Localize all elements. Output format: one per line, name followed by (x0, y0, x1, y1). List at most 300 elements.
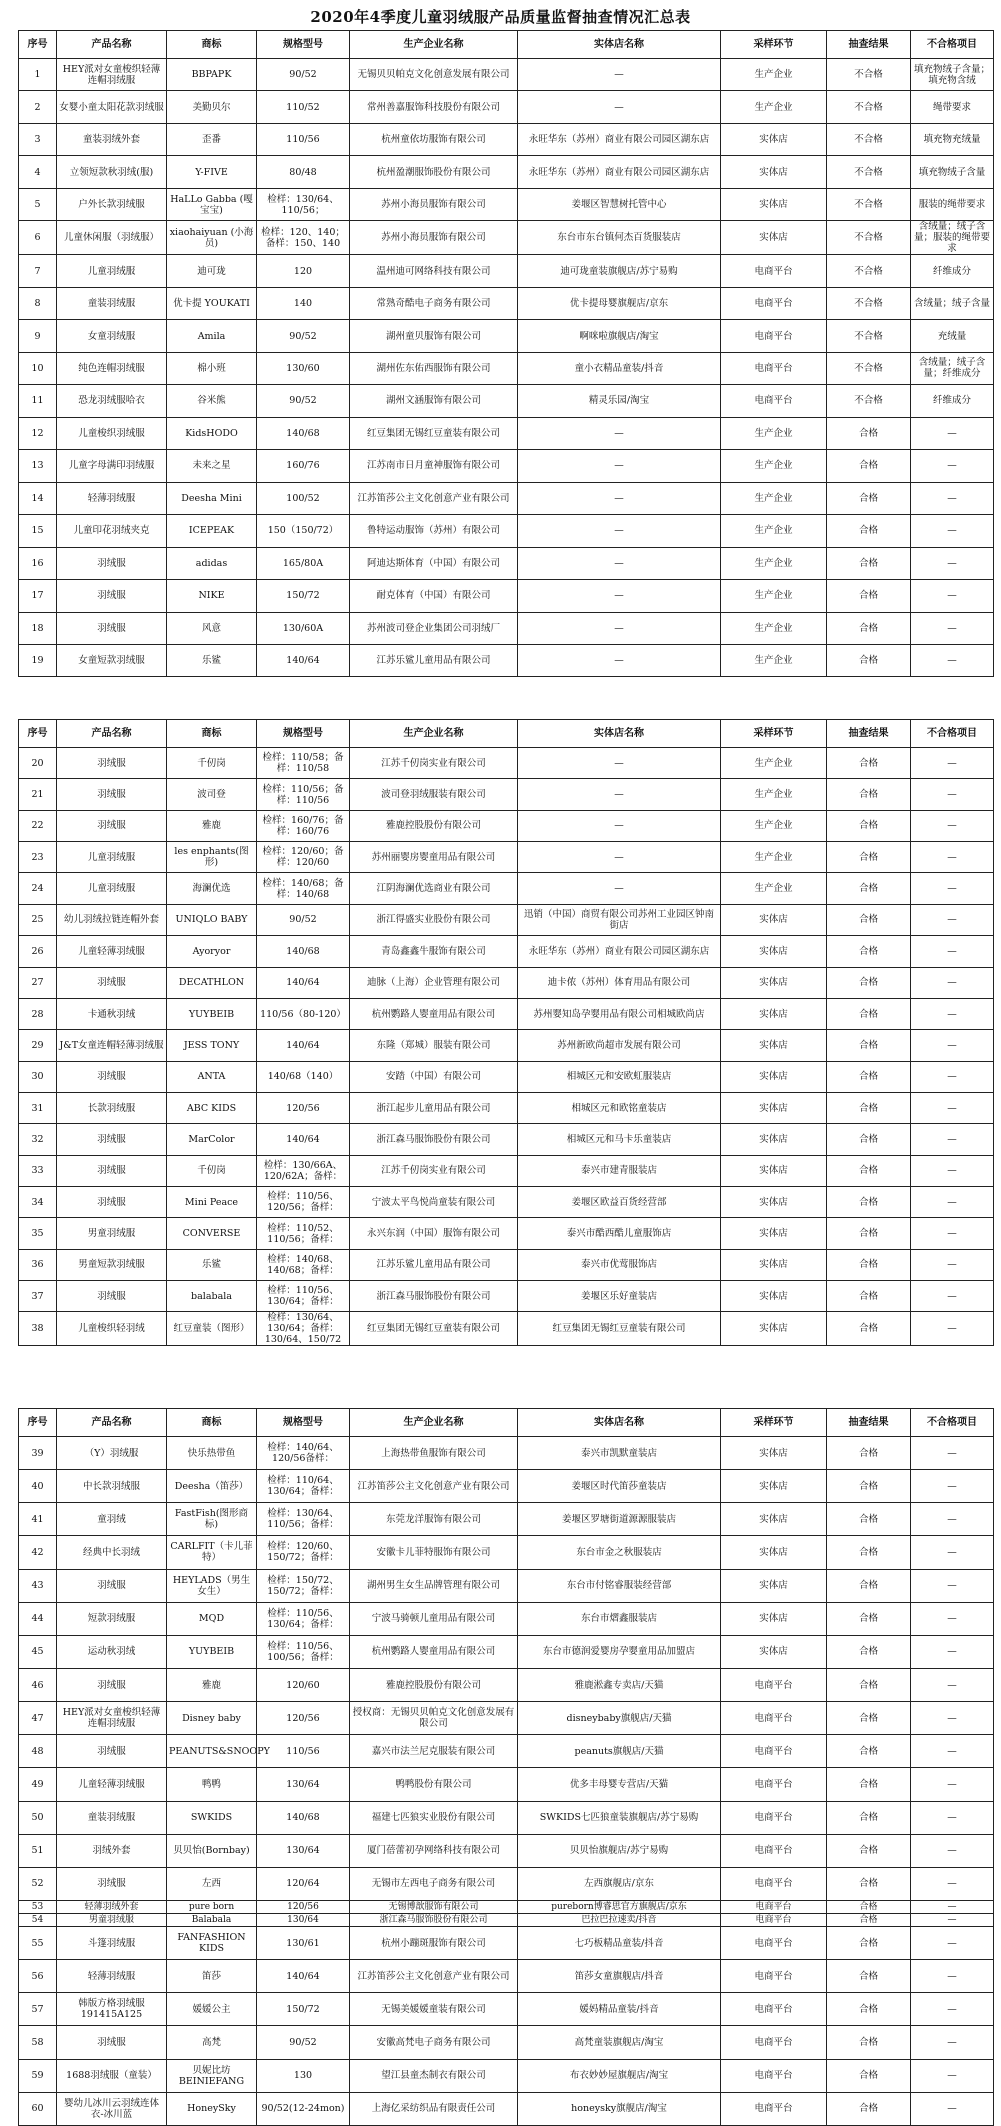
failed-items-cell: — (911, 417, 994, 449)
spec-cell: 检样：130/64、110/56； (257, 188, 350, 220)
product-name-cell: 儿童印花羽绒夹克 (57, 515, 167, 547)
manufacturer-cell: 安踏（中国）有限公司 (350, 1061, 518, 1092)
failed-items-cell: — (911, 1124, 994, 1155)
product-name-cell: 羽绒服 (57, 1668, 167, 1701)
brand-cell: YUYBEIB (167, 1635, 257, 1668)
brand-cell: 乐鲨 (167, 644, 257, 676)
table-row (19, 1569, 994, 1602)
sampling-stage-cell: 电商平台 (721, 352, 827, 384)
spec-cell: 140/64 (257, 1030, 350, 1061)
table-row (19, 188, 994, 220)
sampling-stage-cell: 生产企业 (721, 450, 827, 482)
serial-cell: 12 (19, 417, 57, 449)
manufacturer-cell: 授权商：无锡贝贝帕克文化创意发展有限公司 (350, 1702, 518, 1735)
brand-cell: 迪可珑 (167, 255, 257, 287)
result-cell: 不合格 (827, 59, 911, 91)
serial-cell: 33 (19, 1155, 57, 1186)
brand-cell: JESS TONY (167, 1030, 257, 1061)
product-name-cell: 男童羽绒服 (57, 1218, 167, 1249)
spec-cell: 150/72 (257, 1993, 350, 2026)
result-cell: 不合格 (827, 385, 911, 417)
table-row (19, 255, 994, 287)
result-cell: 合格 (827, 1801, 911, 1834)
brand-cell: HoneySky (167, 2092, 257, 2125)
column-header-manufacturer: 生产企业名称 (350, 1409, 518, 1437)
failed-items-cell: 含绒量；绒子含量；纤维成分 (911, 352, 994, 384)
sampling-stage-cell: 电商平台 (721, 1702, 827, 1735)
failed-items-cell: — (911, 1960, 994, 1993)
result-cell: 合格 (827, 1061, 911, 1092)
manufacturer-cell: 福建七匹狼实业股份有限公司 (350, 1801, 518, 1834)
serial-cell: 11 (19, 385, 57, 417)
column-header-brand: 商标 (167, 720, 257, 748)
serial-cell: 24 (19, 873, 57, 904)
store-cell: 东台市金之秋服装店 (518, 1536, 721, 1569)
sampling-stage-cell: 实体店 (721, 1030, 827, 1061)
product-name-cell: 羽绒服 (57, 748, 167, 779)
spec-cell: 120/56 (257, 1092, 350, 1123)
failed-items-cell: 含绒量；绒子含量；服装的绳带要求 (911, 221, 994, 255)
sampling-stage-cell: 生产企业 (721, 644, 827, 676)
result-cell: 合格 (827, 1735, 911, 1768)
sampling-stage-cell: 电商平台 (721, 255, 827, 287)
spec-cell: 110/56 (257, 1735, 350, 1768)
serial-cell: 32 (19, 1124, 57, 1155)
sampling-stage-cell: 电商平台 (721, 287, 827, 319)
spec-cell: 90/52 (257, 385, 350, 417)
table-row (19, 2059, 994, 2092)
result-cell: 合格 (827, 482, 911, 514)
column-header-spec: 规格型号 (257, 1409, 350, 1437)
serial-cell: 35 (19, 1218, 57, 1249)
result-cell: 合格 (827, 1867, 911, 1900)
product-name-cell: 女童短款羽绒服 (57, 644, 167, 676)
serial-cell: 39 (19, 1437, 57, 1470)
brand-cell: CONVERSE (167, 1218, 257, 1249)
store-cell: 迪卡侬（苏州）体育用品有限公司 (518, 967, 721, 998)
table-row (19, 417, 994, 449)
failed-items-cell: — (911, 1061, 994, 1092)
failed-items-cell: — (911, 967, 994, 998)
sampling-stage-cell: 电商平台 (721, 2059, 827, 2092)
product-name-cell: 羽绒服 (57, 810, 167, 841)
product-name-cell: 短款羽绒服 (57, 1602, 167, 1635)
result-cell: 不合格 (827, 91, 911, 123)
sampling-stage-cell: 电商平台 (721, 1926, 827, 1959)
manufacturer-cell: 江苏千仞岗实业有限公司 (350, 1155, 518, 1186)
manufacturer-cell: 雅鹿控股股份有限公司 (350, 1668, 518, 1701)
failed-items-cell: — (911, 1735, 994, 1768)
failed-items-cell: 填充物绒子含量；填充物含绒 (911, 59, 994, 91)
failed-items-cell: — (911, 1913, 994, 1926)
table-row (19, 1092, 994, 1123)
brand-cell: 媛媛公主 (167, 1993, 257, 2026)
spec-cell: 检样：110/56、100/56；备样： (257, 1635, 350, 1668)
product-name-cell: 男童短款羽绒服 (57, 1249, 167, 1280)
table-row (19, 547, 994, 579)
store-cell: 布衣妙妙屋旗舰店/淘宝 (518, 2059, 721, 2092)
brand-cell: DECATHLON (167, 967, 257, 998)
serial-cell: 17 (19, 580, 57, 612)
store-cell: — (518, 580, 721, 612)
sampling-stage-cell: 电商平台 (721, 1993, 827, 2026)
brand-cell: MarColor (167, 1124, 257, 1155)
column-header-product-name: 产品名称 (57, 720, 167, 748)
spec-cell: 90/52(12-24mon) (257, 2092, 350, 2125)
manufacturer-cell: 浙江起步儿童用品有限公司 (350, 1092, 518, 1123)
table-row (19, 810, 994, 841)
spec-cell: 150（150/72） (257, 515, 350, 547)
table-row (19, 1218, 994, 1249)
result-cell: 合格 (827, 1913, 911, 1926)
product-name-cell: 斗篷羽绒服 (57, 1926, 167, 1959)
result-cell: 合格 (827, 547, 911, 579)
product-name-cell: 羽绒服 (57, 1281, 167, 1312)
sampling-stage-cell: 生产企业 (721, 873, 827, 904)
product-name-cell: 童装羽绒服 (57, 1801, 167, 1834)
sampling-stage-cell: 电商平台 (721, 1834, 827, 1867)
serial-cell: 30 (19, 1061, 57, 1092)
failed-items-cell: — (911, 580, 994, 612)
store-cell: 泰兴市凯默童装店 (518, 1437, 721, 1470)
spec-cell: 140 (257, 287, 350, 319)
store-cell: 啊咪啦旗舰店/淘宝 (518, 320, 721, 352)
brand-cell: SWKIDS (167, 1801, 257, 1834)
manufacturer-cell: 无锡美媛媛童装有限公司 (350, 1993, 518, 2026)
brand-cell: 美勤贝尔 (167, 91, 257, 123)
serial-cell: 50 (19, 1801, 57, 1834)
spec-cell: 140/64 (257, 1960, 350, 1993)
table-row (19, 842, 994, 873)
store-cell: 泰兴市建青服装店 (518, 1155, 721, 1186)
spec-cell: 130/64 (257, 1768, 350, 1801)
store-cell: 永旺华东（苏州）商业有限公司园区湖东店 (518, 156, 721, 188)
brand-cell: PEANUTS&SNOOPY (167, 1735, 257, 1768)
result-cell: 合格 (827, 779, 911, 810)
table-row (19, 352, 994, 384)
table-row (19, 612, 994, 644)
store-cell: 姜堰区罗塘街道源源服装店 (518, 1503, 721, 1536)
sampling-stage-cell: 生产企业 (721, 748, 827, 779)
sampling-stage-cell: 实体店 (721, 1470, 827, 1503)
failed-items-cell: — (911, 1281, 994, 1312)
column-header-result: 抽查结果 (827, 31, 911, 59)
column-header-manufacturer: 生产企业名称 (350, 720, 518, 748)
sampling-stage-cell: 电商平台 (721, 1801, 827, 1834)
table-row (19, 1187, 994, 1218)
column-header-result: 抽查结果 (827, 720, 911, 748)
product-name-cell: 韩版方格羽绒服191415A125 (57, 1993, 167, 2026)
sampling-stage-cell: 实体店 (721, 1061, 827, 1092)
result-cell: 合格 (827, 450, 911, 482)
manufacturer-cell: 浙江森马服饰股份有限公司 (350, 1124, 518, 1155)
product-name-cell: HEY派对女童梭织轻薄连帽羽绒服 (57, 1702, 167, 1735)
serial-cell: 60 (19, 2092, 57, 2125)
spec-cell: 140/64 (257, 1124, 350, 1155)
store-cell: disneybaby旗舰店/天猫 (518, 1702, 721, 1735)
store-cell: 苏州新欧尚超市发展有限公司 (518, 1030, 721, 1061)
failed-items-cell: — (911, 1030, 994, 1061)
brand-cell: Y-FIVE (167, 156, 257, 188)
brand-cell: 千仞岗 (167, 1155, 257, 1186)
brand-cell: 歪番 (167, 123, 257, 155)
product-name-cell: 羽绒服 (57, 547, 167, 579)
sampling-stage-cell: 电商平台 (721, 1668, 827, 1701)
product-name-cell: 幼儿羽绒拉链连帽外套 (57, 904, 167, 935)
column-header-product-name: 产品名称 (57, 1409, 167, 1437)
product-name-cell: 羽绒服 (57, 779, 167, 810)
serial-cell: 26 (19, 936, 57, 967)
store-cell: 红豆集团无锡红豆童装有限公司 (518, 1312, 721, 1346)
spec-cell: 检样：110/52、110/56；备样： (257, 1218, 350, 1249)
spec-cell: 检样：120/60、150/72；备样： (257, 1536, 350, 1569)
failed-items-cell: — (911, 1218, 994, 1249)
result-cell: 合格 (827, 1900, 911, 1913)
table-row (19, 1993, 994, 2026)
spec-cell: 120/60 (257, 1668, 350, 1701)
result-cell: 不合格 (827, 255, 911, 287)
failed-items-cell: 填充物充绒量 (911, 123, 994, 155)
sampling-stage-cell: 电商平台 (721, 1913, 827, 1926)
manufacturer-cell: 鲁特运动服饰（苏州）有限公司 (350, 515, 518, 547)
failed-items-cell: — (911, 1503, 994, 1536)
serial-cell: 40 (19, 1470, 57, 1503)
brand-cell: Amila (167, 320, 257, 352)
brand-cell: les enphants(图形) (167, 842, 257, 873)
manufacturer-cell: 江苏南市日月童神服饰有限公司 (350, 450, 518, 482)
result-cell: 合格 (827, 1602, 911, 1635)
product-name-cell: 羽绒服 (57, 967, 167, 998)
serial-cell: 41 (19, 1503, 57, 1536)
store-cell: 高梵童装旗舰店/淘宝 (518, 2026, 721, 2059)
manufacturer-cell: 鸭鸭股份有限公司 (350, 1768, 518, 1801)
result-cell: 合格 (827, 2092, 911, 2125)
serial-cell: 21 (19, 779, 57, 810)
table-row (19, 1061, 994, 1092)
manufacturer-cell: 宁波马骑顿儿童用品有限公司 (350, 1602, 518, 1635)
product-name-cell: J&T女童连帽轻薄羽绒服 (57, 1030, 167, 1061)
failed-items-cell: — (911, 936, 994, 967)
table-row (19, 1635, 994, 1668)
table-row (19, 320, 994, 352)
table-row (19, 482, 994, 514)
sampling-stage-cell: 实体店 (721, 936, 827, 967)
table-row (19, 1900, 994, 1913)
brand-cell: 风意 (167, 612, 257, 644)
manufacturer-cell: 东莞龙洋服饰有限公司 (350, 1503, 518, 1536)
result-cell: 不合格 (827, 221, 911, 255)
spec-cell: 检样：150/72、150/72；备样： (257, 1569, 350, 1602)
column-header-brand: 商标 (167, 31, 257, 59)
manufacturer-cell: 宁波太平鸟悦尚童装有限公司 (350, 1187, 518, 1218)
result-cell: 合格 (827, 1155, 911, 1186)
store-cell: 东台市付铭睿服装经营部 (518, 1569, 721, 1602)
product-name-cell: 户外长款羽绒服 (57, 188, 167, 220)
table-row (19, 123, 994, 155)
store-cell: 巴拉巴拉速卖/抖音 (518, 1913, 721, 1926)
manufacturer-cell: 湖州文涵服饰有限公司 (350, 385, 518, 417)
table-row (19, 2092, 994, 2125)
sampling-stage-cell: 实体店 (721, 1124, 827, 1155)
sampling-stage-cell: 电商平台 (721, 2026, 827, 2059)
manufacturer-cell: 上海热带鱼服饰有限公司 (350, 1437, 518, 1470)
result-cell: 合格 (827, 936, 911, 967)
table-row (19, 1249, 994, 1280)
sampling-stage-cell: 实体店 (721, 967, 827, 998)
product-name-cell: 儿童羽绒服 (57, 842, 167, 873)
failed-items-cell: — (911, 779, 994, 810)
failed-items-cell: — (911, 1635, 994, 1668)
sampling-stage-cell: 电商平台 (721, 1768, 827, 1801)
brand-cell: Ayoryor (167, 936, 257, 967)
brand-cell: pure born (167, 1900, 257, 1913)
store-cell: 姜堰区智慧树托管中心 (518, 188, 721, 220)
spec-cell: 140/68（140） (257, 1061, 350, 1092)
result-cell: 合格 (827, 1281, 911, 1312)
product-name-cell: 儿童梭织羽绒服 (57, 417, 167, 449)
store-cell: 东台市东台镇何杰百货服装店 (518, 221, 721, 255)
manufacturer-cell: 苏州波司登企业集团公司羽绒厂 (350, 612, 518, 644)
spec-cell: 检样：110/56；备样：110/56 (257, 779, 350, 810)
store-cell: — (518, 612, 721, 644)
spec-cell: 130/61 (257, 1926, 350, 1959)
failed-items-cell: — (911, 842, 994, 873)
brand-cell: adidas (167, 547, 257, 579)
result-cell: 合格 (827, 1536, 911, 1569)
product-name-cell: 羽绒服 (57, 612, 167, 644)
result-cell: 合格 (827, 1437, 911, 1470)
table-row (19, 1960, 994, 1993)
serial-cell: 47 (19, 1702, 57, 1735)
table-header-row (19, 1409, 994, 1437)
sampling-stage-cell: 生产企业 (721, 91, 827, 123)
failed-items-cell: — (911, 1536, 994, 1569)
failed-items-cell: — (911, 1867, 994, 1900)
sampling-stage-cell: 生产企业 (721, 417, 827, 449)
sampling-stage-cell: 实体店 (721, 221, 827, 255)
column-header-manufacturer: 生产企业名称 (350, 31, 518, 59)
spec-cell: 120/64 (257, 1867, 350, 1900)
result-cell: 合格 (827, 1702, 911, 1735)
table-row (19, 450, 994, 482)
sampling-stage-cell: 实体店 (721, 1312, 827, 1346)
result-cell: 合格 (827, 1768, 911, 1801)
sampling-stage-cell: 实体店 (721, 1602, 827, 1635)
table-row (19, 1768, 994, 1801)
result-cell: 合格 (827, 1668, 911, 1701)
serial-cell: 23 (19, 842, 57, 873)
sampling-stage-cell: 生产企业 (721, 810, 827, 841)
result-cell: 不合格 (827, 320, 911, 352)
result-cell: 合格 (827, 515, 911, 547)
sampling-stage-cell: 实体店 (721, 1249, 827, 1280)
spec-cell: 检样：140/68、140/68；备样： (257, 1249, 350, 1280)
brand-cell: 红豆童装（图形） (167, 1312, 257, 1346)
failed-items-cell: 含绒量；绒子含量 (911, 287, 994, 319)
result-cell: 合格 (827, 1187, 911, 1218)
brand-cell: MQD (167, 1602, 257, 1635)
store-cell: 永旺华东（苏州）商业有限公司园区湖东店 (518, 936, 721, 967)
spec-cell: 检样：120、140；备样：150、140 (257, 221, 350, 255)
product-name-cell: 羽绒服 (57, 1867, 167, 1900)
product-name-cell: 羽绒服 (57, 1187, 167, 1218)
product-name-cell: 运动秋羽绒 (57, 1635, 167, 1668)
spec-cell: 检样：140/64、120/56备样： (257, 1437, 350, 1470)
manufacturer-cell: 江苏乐鲨儿童用品有限公司 (350, 1249, 518, 1280)
result-cell: 合格 (827, 2026, 911, 2059)
failed-items-cell: — (911, 1702, 994, 1735)
table-row (19, 1668, 994, 1701)
product-name-cell: 儿童羽绒服 (57, 255, 167, 287)
table-row (19, 1913, 994, 1926)
table-row (19, 644, 994, 676)
table-row (19, 1702, 994, 1735)
sampling-stage-cell: 生产企业 (721, 482, 827, 514)
manufacturer-cell: 苏州丽婴房婴童用品有限公司 (350, 842, 518, 873)
manufacturer-cell: 红豆集团无锡红豆童装有限公司 (350, 1312, 518, 1346)
sampling-stage-cell: 生产企业 (721, 779, 827, 810)
manufacturer-cell: 苏州小海员服饰有限公司 (350, 221, 518, 255)
failed-items-cell: — (911, 1993, 994, 2026)
serial-cell: 5 (19, 188, 57, 220)
spec-cell: 110/52 (257, 91, 350, 123)
spec-cell: 90/52 (257, 320, 350, 352)
serial-cell: 1 (19, 59, 57, 91)
product-name-cell: 恐龙羽绒服哈衣 (57, 385, 167, 417)
result-cell: 合格 (827, 612, 911, 644)
table-row (19, 1735, 994, 1768)
column-header-serial: 序号 (19, 1409, 57, 1437)
column-header-store: 实体店名称 (518, 31, 721, 59)
result-cell: 合格 (827, 1635, 911, 1668)
spec-cell: 130 (257, 2059, 350, 2092)
spec-cell: 140/68 (257, 1801, 350, 1834)
result-cell: 合格 (827, 417, 911, 449)
serial-cell: 19 (19, 644, 57, 676)
store-cell: pureborn博睿思官方旗舰店/京东 (518, 1900, 721, 1913)
failed-items-cell: — (911, 1834, 994, 1867)
manufacturer-cell: 杭州鹦路人婴童用品有限公司 (350, 998, 518, 1029)
spec-cell: 检样：160/76；备样：160/76 (257, 810, 350, 841)
product-name-cell: 女婴小童太阳花款羽绒服 (57, 91, 167, 123)
brand-cell: ABC KIDS (167, 1092, 257, 1123)
failed-items-cell: 纤维成分 (911, 255, 994, 287)
spec-cell: 90/52 (257, 59, 350, 91)
result-cell: 合格 (827, 748, 911, 779)
manufacturer-cell: 苏州小海员服饰有限公司 (350, 188, 518, 220)
sampling-stage-cell: 生产企业 (721, 59, 827, 91)
failed-items-cell: — (911, 1092, 994, 1123)
result-cell: 不合格 (827, 123, 911, 155)
serial-cell: 49 (19, 1768, 57, 1801)
manufacturer-cell: 望江县童杰制衣有限公司 (350, 2059, 518, 2092)
result-cell: 不合格 (827, 188, 911, 220)
brand-cell: Deesha Mini (167, 482, 257, 514)
brand-cell: NIKE (167, 580, 257, 612)
product-name-cell: 儿童轻薄羽绒服 (57, 1768, 167, 1801)
spec-cell: 检样：130/64、110/56；备样： (257, 1503, 350, 1536)
store-cell: — (518, 779, 721, 810)
product-name-cell: 立领短款秋羽绒(服) (57, 156, 167, 188)
store-cell: 姜堰区欧益百货经营部 (518, 1187, 721, 1218)
manufacturer-cell: 浙江得盛实业股份有限公司 (350, 904, 518, 935)
spec-cell: 检样：110/56、130/64；备样： (257, 1281, 350, 1312)
brand-cell: 笛莎 (167, 1960, 257, 1993)
spec-cell: 检样：130/64、130/64；备样：130/64、150/72 (257, 1312, 350, 1346)
serial-cell: 36 (19, 1249, 57, 1280)
table-row (19, 1926, 994, 1959)
table-row (19, 1602, 994, 1635)
